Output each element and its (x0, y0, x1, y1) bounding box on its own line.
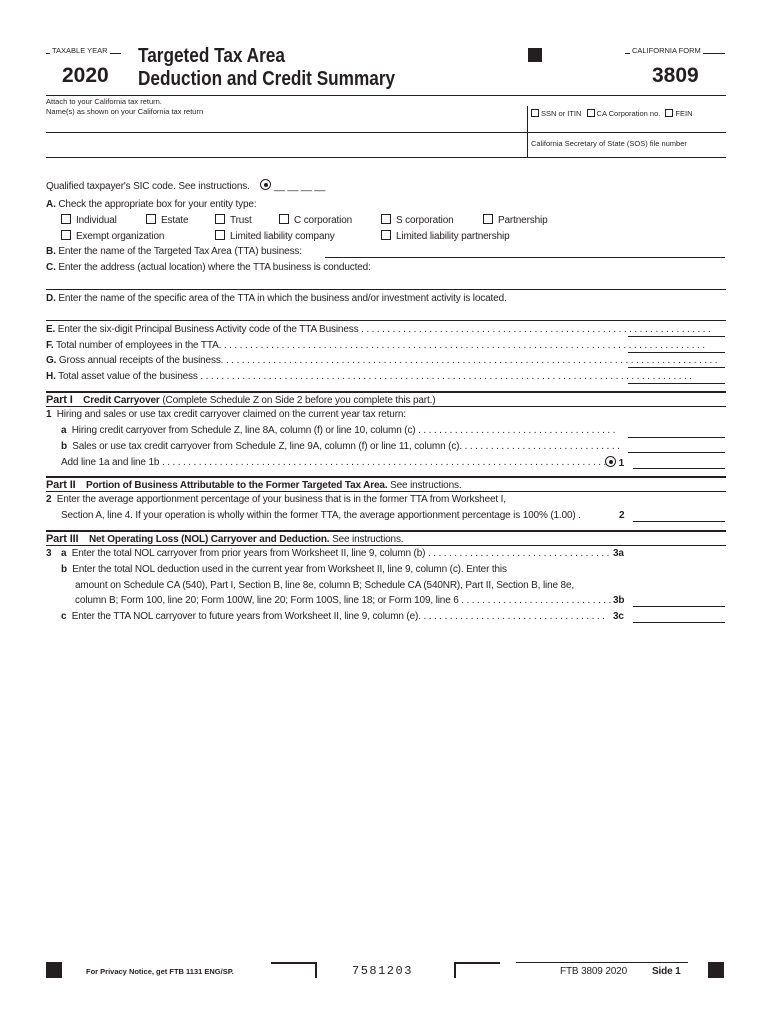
llc-checkbox[interactable] (215, 230, 225, 240)
line1-indicator-icon (605, 456, 616, 467)
taxable-year-label: TAXABLE YEAR (52, 46, 108, 55)
line3c-box-label: 3c (613, 611, 624, 622)
line3a: a Enter the total NOL carryover from prior years from Worksheet II, line 9, column (b) . . . . . . . . . . . . . . . . . . . . . . . . . . . . . . . . . . . (61, 548, 610, 559)
entity-llp[interactable]: Limited liability partnership (381, 230, 509, 242)
line1-heading: 1 Hiring and sales or use tax credit carryover claimed on the current year tax return: (46, 409, 406, 420)
line1a-field[interactable] (628, 437, 725, 438)
gross-receipts-field[interactable] (628, 367, 725, 368)
exempt-organization-checkbox[interactable] (61, 230, 71, 240)
llp-checkbox[interactable] (381, 230, 391, 240)
part1-header: Part I Credit Carryover (Complete Schedule Z on Side 2 before you complete this part.) (46, 394, 436, 406)
line1b: b Sales or use tax credit carryover from Schedule Z, line 9A, column (f) or line 11, column (c). . . . . . . . . . . . . . . . . . . . . . . . . . . . . . . (61, 441, 620, 452)
line3b-text1: b Enter the total NOL deduction used in the current year from Worksheet II, line 9, column (c). Enter this (61, 564, 507, 575)
section-f: F. Total number of employees in the TTA. . . . . . . . . . . . . . . . . . . . . . . . . . . . . . . . . . . . . . . . . . . . . . . . . . . . . . . . . . . . . . . . . . . . . . . . . . . . . . . . . . . . . . . . . . . . . (46, 340, 705, 351)
estate-checkbox[interactable] (146, 214, 156, 224)
partnership-checkbox[interactable] (483, 214, 493, 224)
california-form-label: CALIFORNIA FORM (632, 46, 701, 55)
tta-business-name-field[interactable] (325, 257, 725, 258)
form-number: 3809 (652, 64, 699, 87)
barcode-number: 7581203 (352, 964, 413, 978)
line1-add: Add line 1a and line 1b . . . . . . . . . . . . . . . . . . . . . . . . . . . . . . . . . . . . . . . . . . . . . . . . . . . . . . . . . . . . . . . . . . . . . . . . . . . . . . . . . . . . . (61, 457, 607, 468)
tta-address-field[interactable] (46, 289, 726, 290)
entity-exempt-org[interactable]: Exempt organization (61, 230, 164, 242)
total-assets-field[interactable] (628, 383, 725, 384)
c-corporation-checkbox[interactable] (279, 214, 289, 224)
individual-checkbox[interactable] (61, 214, 71, 224)
entity-c-corp[interactable]: C corporation (279, 214, 352, 226)
entity-partnership[interactable]: Partnership (483, 214, 548, 226)
ca-corp-checkbox[interactable] (587, 109, 595, 117)
form-title-line2: Deduction and Credit Summary (138, 68, 396, 90)
fein-checkbox[interactable] (665, 109, 673, 117)
line2-field[interactable] (633, 521, 725, 522)
entity-individual[interactable]: Individual (61, 214, 117, 226)
line1a: a Hiring credit carryover from Schedule Z, line 8A, column (f) or line 10, column (c) . . . . . . . . . . . . . . . . . . . . . . . . . . . . . . . . . . . . . . (61, 425, 616, 436)
line1b-field[interactable] (628, 452, 725, 453)
line3a-box-label: 3a (613, 548, 624, 559)
section-g: G. Gross annual receipts of the business. . . . . . . . . . . . . . . . . . . . . . . . . . . . . . . . . . . . . . . . . . . . . . . . . . . . . . . . . . . . . . . . . . . . . . . . . . . . . . . . . . . . . . . . . . . . . . . (46, 355, 718, 366)
registration-mark (528, 48, 542, 62)
line3b-field[interactable] (633, 606, 725, 607)
line3b-box-label: 3b (613, 595, 625, 606)
sic-code-field[interactable] (260, 179, 271, 190)
employees-field[interactable] (628, 352, 725, 353)
line1-total-field[interactable] (633, 468, 725, 469)
sic-code-row: Qualified taxpayer's SIC code. See instructions. __ __ __ __ (46, 181, 326, 192)
entity-s-corp[interactable]: S corporation (381, 214, 454, 226)
section-d: D. Enter the name of the specific area of the TTA in which the business and/or investment activity is located. (46, 293, 507, 304)
section-a-heading: A. Check the appropriate box for your entity type: (46, 199, 257, 210)
s-corporation-checkbox[interactable] (381, 214, 391, 224)
footer-registration-mark-right (708, 962, 724, 978)
line3c-field[interactable] (633, 622, 725, 623)
entity-llc[interactable]: Limited liability company (215, 230, 335, 242)
line3-number: 3 (46, 548, 52, 559)
form-title-line1: Targeted Tax Area (138, 45, 285, 67)
line3b-text2: amount on Schedule CA (540), Part I, Section B, line 8e, column B; Schedule CA (540NR), Part II, Section B, line 8e, (75, 580, 574, 591)
trust-checkbox[interactable] (215, 214, 225, 224)
pba-code-field[interactable] (628, 336, 725, 337)
footer-corner-mark-right (454, 962, 500, 978)
section-c: C. Enter the address (actual location) where the TTA business is conducted: (46, 262, 371, 273)
footer-registration-mark-left (46, 962, 62, 978)
line2-box-label: 2 (619, 510, 625, 521)
ssn-checkbox[interactable] (531, 109, 539, 117)
section-b: B. Enter the name of the Targeted Tax Area (TTA) business: (46, 246, 302, 257)
part3-header: Part III Net Operating Loss (NOL) Carryover and Deduction. See instructions. (46, 533, 404, 545)
part2-header: Part II Portion of Business Attributable to the Former Targeted Tax Area. See instructions. (46, 479, 462, 491)
sos-label: California Secretary of State (SOS) file number (531, 139, 687, 148)
tta-area-name-field[interactable] (46, 320, 726, 321)
line2-text1: 2 Enter the average apportionment percentage of your business that is in the former TTA from Worksheet I, (46, 494, 506, 505)
id-type-options: SSN or ITIN CA Corporation no. FEIN (531, 109, 693, 118)
tax-year: 2020 (62, 64, 109, 87)
footer-corner-mark-left (271, 962, 317, 978)
line3b-text3: column B; Form 100, line 20; Form 100W, line 20; Form 100S, line 18; or Form 109, line 6 . . . . . . . . . . . . . . . . . . . . . . . . . . . . . . (75, 595, 617, 606)
privacy-notice: For Privacy Notice, get FTB 1131 ENG/SP. (86, 967, 234, 976)
line3c: c Enter the TTA NOL carryover to future years from Worksheet II, line 9, column (e). . . . . . . . . . . . . . . . . . . . . . . . . . . . . . . . . . . . (61, 611, 605, 622)
entity-estate[interactable]: Estate (146, 214, 188, 226)
section-h: H. Total asset value of the business . . . . . . . . . . . . . . . . . . . . . . . . . . . . . . . . . . . . . . . . . . . . . . . . . . . . . . . . . . . . . . . . . . . . . . . . . . . . . . . . . . . . . . . . . . . . . . (46, 371, 692, 382)
names-label: Name(s) as shown on your California tax return (46, 107, 204, 116)
side-label: Side 1 (652, 966, 681, 977)
form-id: FTB 3809 2020 (560, 966, 627, 977)
attach-text: Attach to your California tax return. (46, 97, 162, 106)
entity-trust[interactable]: Trust (215, 214, 252, 226)
section-e: E. Enter the six-digit Principal Business Activity code of the TTA Business . . . . . . . . . . . . . . . . . . . . . . . . . . . . . . . . . . . . . . . . . . . . . . . . . . . . . . . . . . . . . . . . . . . (46, 324, 711, 335)
line2-text2: Section A, line 4. If your operation is wholly within the former TTA, the average apportionment percentage is 100% (1.00) . (61, 510, 581, 521)
line1-marker: 1 (605, 456, 624, 469)
